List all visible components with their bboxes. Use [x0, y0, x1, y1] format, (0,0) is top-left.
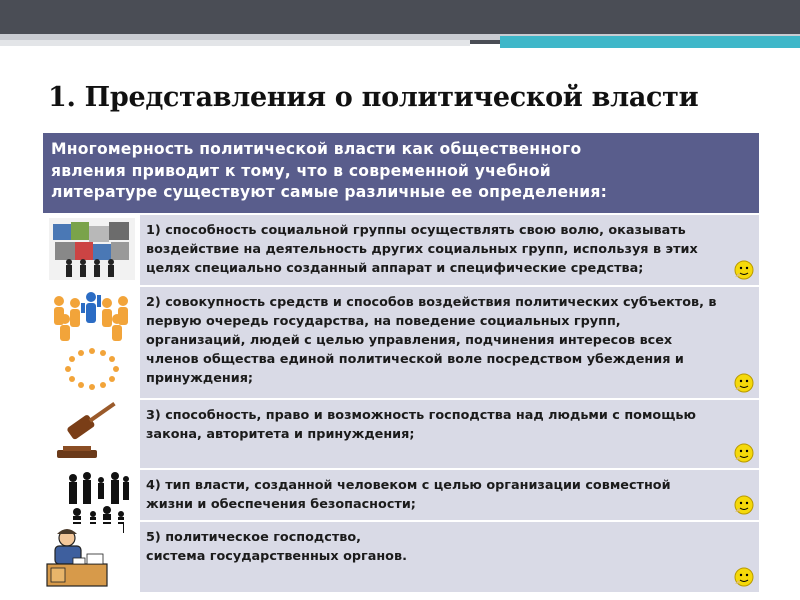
definition-text: [140, 400, 759, 468]
definition-line: 1) способность социальной группы осуществлять свою волю, оказывать: [146, 223, 686, 238]
definition-line: 5) политическое господство,: [146, 530, 362, 545]
definition-image-cell: [43, 470, 140, 520]
intro-line: литературе существуют самые различные ее определения:: [51, 183, 608, 201]
definition-line: принуждения;: [146, 371, 254, 386]
definition-line: 3) способность, право и возможность господства над людьми с помощью: [146, 408, 696, 423]
intro-line: Многомерность политической власти как общественного: [51, 140, 582, 158]
slide-title: 1. Представления о политической власти: [48, 82, 699, 113]
definition-text: [140, 470, 759, 520]
official-at-desk-icon: [43, 524, 123, 590]
definition-line: первую очередь государства, на поведение социальных групп,: [146, 314, 621, 329]
definition-row-2: [43, 287, 759, 398]
definition-text: [140, 522, 759, 592]
thinking-smiley-icon: [733, 566, 755, 588]
definition-row-4: [43, 470, 759, 520]
top-bar-stripe-left: [0, 40, 470, 46]
definition-image-cell: [43, 400, 140, 468]
definition-line: воздействие на деятельность других социальных групп, используя в этих: [146, 242, 698, 257]
definition-row-1: [43, 215, 759, 285]
intro-line: явления приводит к тому, что в современной учебной: [51, 161, 551, 180]
puzzle-people-icon: [49, 218, 135, 280]
definition-image-cell: [43, 522, 140, 592]
definition-line: жизни и обеспечения безопасности;: [146, 497, 416, 512]
top-bar-accent: [500, 36, 800, 48]
thinking-smiley-icon: [733, 372, 755, 394]
definition-image-cell: [43, 215, 140, 285]
definition-line: 4) тип власти, созданной человеком с целью организации совместной: [146, 478, 671, 493]
intro-box: [43, 133, 759, 213]
definition-row-5: [43, 522, 759, 592]
leader-group-icon: [45, 289, 139, 395]
definition-line: закона, авторитета и принуждения;: [146, 427, 415, 442]
definition-row-3: [43, 400, 759, 468]
thinking-smiley-icon: [733, 442, 755, 464]
thinking-smiley-icon: [733, 494, 755, 516]
definition-text: [140, 287, 759, 398]
thinking-smiley-icon: [733, 259, 755, 281]
definition-line: организаций, людей с целью управления, подчинения интересов всех: [146, 333, 673, 348]
definition-line: членов общества единой политической воле посредством убеждения и: [146, 352, 684, 367]
gavel-icon: [49, 402, 131, 464]
definition-image-cell: [43, 287, 140, 398]
definition-line: система государственных органов.: [146, 549, 407, 564]
definition-text: [140, 215, 759, 285]
definition-line: 2) совокупность средств и способов воздействия политических субъектов, в: [146, 295, 717, 310]
definition-line: целях специально созданный аппарат и специфические средства;: [146, 261, 644, 276]
